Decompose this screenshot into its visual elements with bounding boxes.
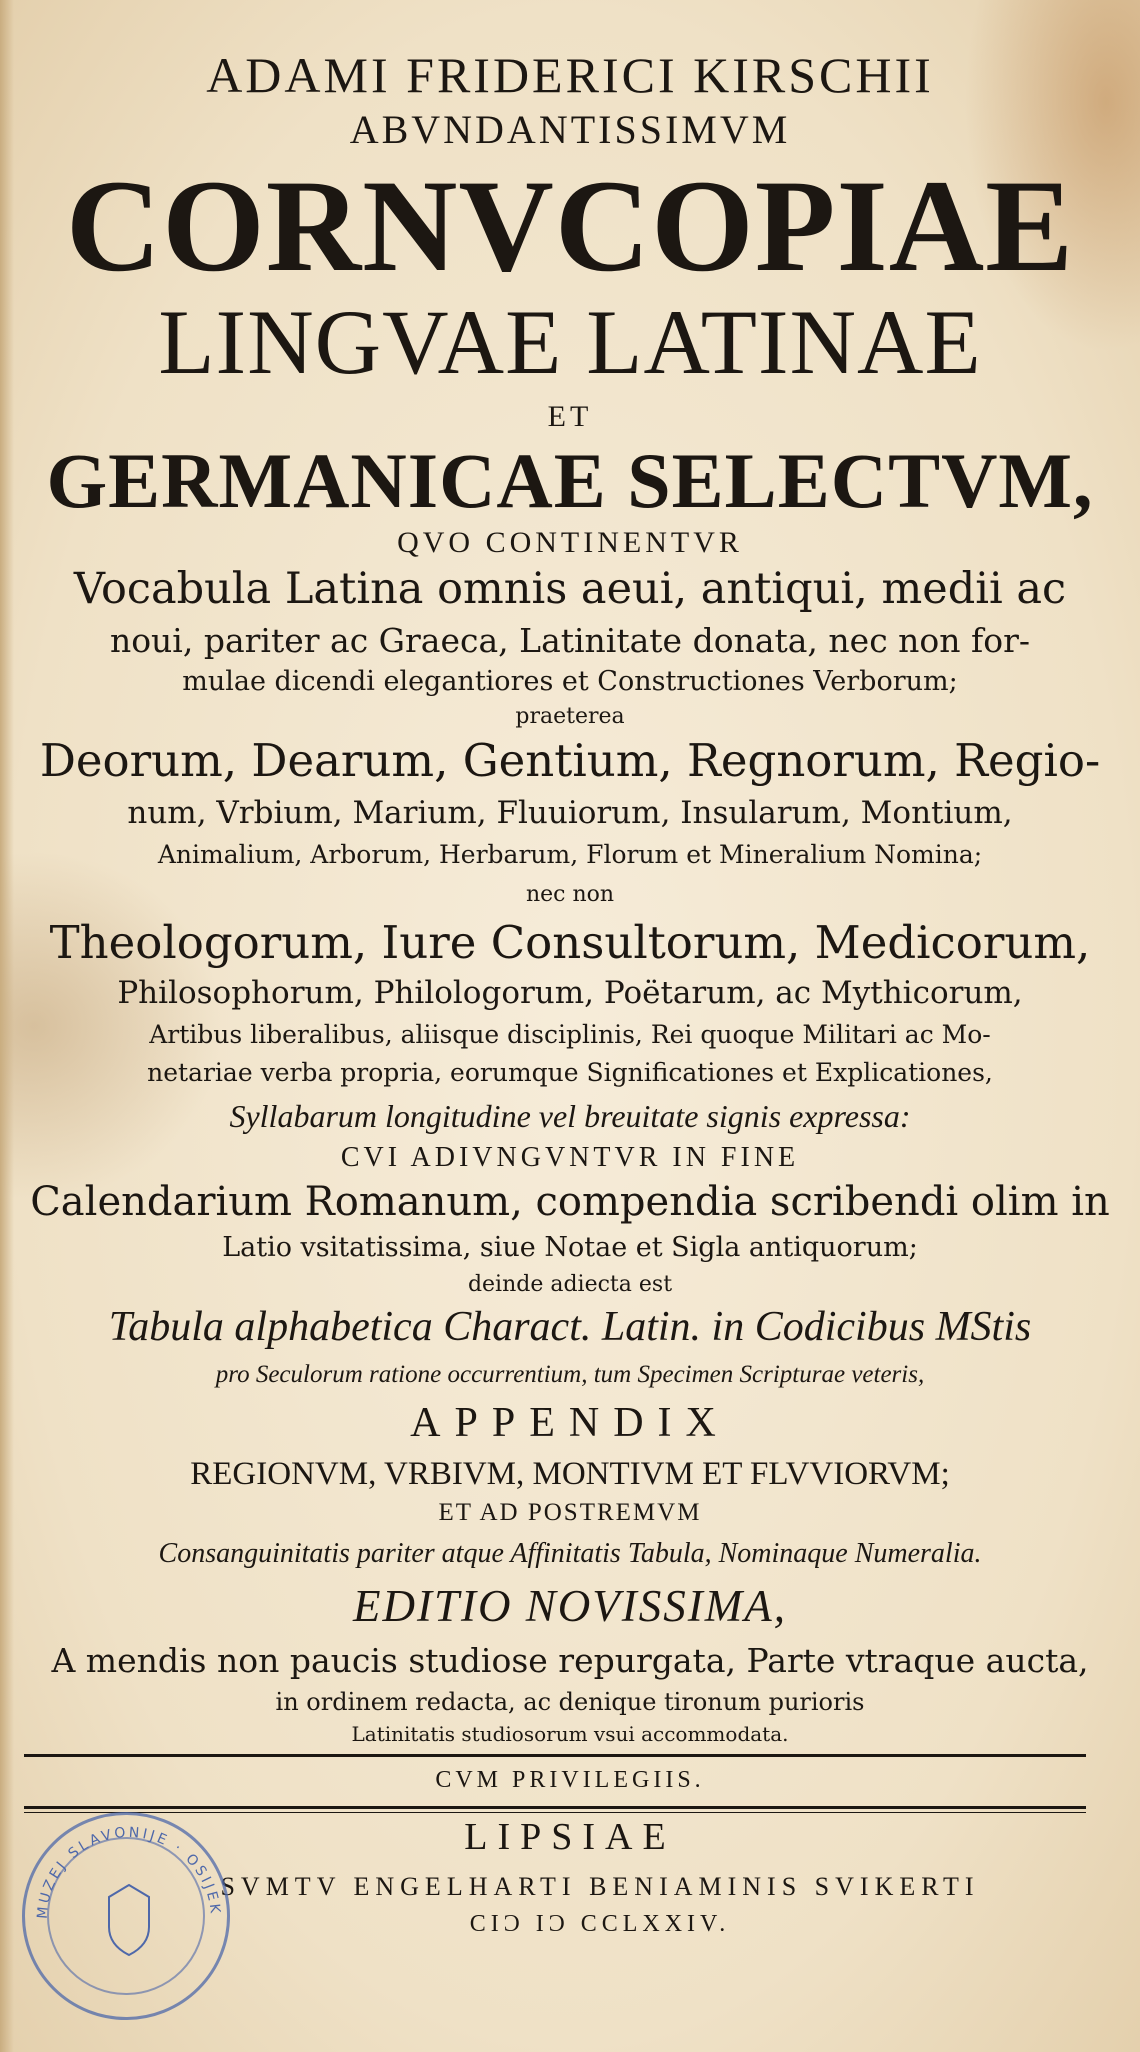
desc-line-2: noui, pariter ac Graeca, Latinitate donata, nec non for-: [109, 621, 1031, 660]
consanguinitatis-line: Consanguinitatis pariter atque Affinitatis Tabula, Nominaque Numeralia.: [158, 1538, 982, 1569]
desc-line-1: Vocabula Latina omnis aeui, antiqui, medii ac: [73, 564, 1067, 614]
cum-privilegiis: CVM PRIVILEGIIS.: [435, 1767, 705, 1793]
desc-line-8: Philosophorum, Philologorum, Poëtarum, ac Mythicorum,: [117, 975, 1023, 1011]
desc-line-10: netariae verba propria, eorumque Significationes et Explicationes,: [147, 1058, 993, 1087]
desc-line-11: Syllabarum longitudine vel breuitate signis expressa:: [229, 1098, 911, 1134]
cui-adiunguntur: CVI ADIVNGVNTVR IN FINE: [340, 1142, 800, 1173]
nec-non: nec non: [525, 882, 615, 907]
stamp-ring-text: [25, 1815, 233, 2023]
svg-text:MUZEJ SLAVONIJE · OSIJEK: [35, 1825, 223, 1920]
title-main: CORNVCOPIAE: [65, 152, 1075, 299]
appendix-line: REGIONVM, VRBIVM, MONTIVM ET FLVVIORVM;: [190, 1456, 950, 1492]
editio-novissima: EDITIO NOVISSIMA,: [353, 1581, 787, 1631]
bottom-rule-thin: [24, 1812, 1086, 1813]
stamp-text: MUZEJ SLAVONIJE · OSIJEK: [34, 1824, 224, 1920]
desc-line-6: Animalium, Arborum, Herbarum, Florum et Mineralium Nomina;: [157, 840, 983, 869]
place-lipsiae: LIPSIAE: [464, 1816, 676, 1858]
et-line: ET: [547, 400, 593, 433]
publisher-line: SVMTV ENGELHARTI BENIAMINIS SVIKERTI: [220, 1872, 980, 1901]
desc-line-15: pro Seculorum ratione occurrentium, tum Specimen Scripturae veteris,: [215, 1361, 925, 1388]
desc-line-4: Deorum, Dearum, Gentium, Regnorum, Regio-: [39, 734, 1101, 787]
year-line: CIϽ IϽ CCLXXIV.: [469, 1911, 731, 1937]
quo-continentur: QVO CONTINENTVR: [397, 526, 743, 559]
shield-icon: [109, 1885, 149, 1955]
desc-line-14: Tabula alphabetica Charact. Latin. in Codicibus MStis: [108, 1304, 1032, 1350]
praeterea: praeterea: [515, 704, 625, 729]
desc-line-9: Artibus liberalibus, aliisque disciplinis, Rei quoque Militari ac Mo-: [149, 1020, 991, 1049]
desc-line-3: mulae dicendi elegantiores et Constructiones Verborum;: [182, 666, 958, 697]
desc-line-7: Theologorum, Iure Consultorum, Medicorum,: [49, 916, 1091, 969]
epithet-line: ABVNDANTISSIMVM: [349, 107, 791, 152]
desc-line-12: Calendarium Romanum, compendia scribendi olim in: [30, 1179, 1110, 1225]
editio-line-3: Latinitatis studiosorum vsui accommodata.: [351, 1722, 789, 1746]
appendix: APPENDIX: [410, 1400, 730, 1446]
bottom-rule: [24, 1806, 1086, 1809]
title-line2: LINGVAE LATINAE: [158, 291, 982, 393]
deinde-adiecta: deinde adiecta est: [467, 1272, 673, 1297]
library-stamp: [22, 1812, 230, 2020]
editio-line-2: in ordinem redacta, ac denique tironum purioris: [275, 1688, 865, 1716]
desc-line-13: Latio vsitatissima, siue Notae et Sigla antiquorum;: [222, 1232, 918, 1263]
author-line: ADAMI FRIDERICI KIRSCHII: [206, 47, 934, 103]
editio-line-1: A mendis non paucis studiose repurgata, Parte vtraque aucta,: [51, 1641, 1089, 1680]
top-rule: [24, 1754, 1086, 1757]
desc-line-5: num, Vrbium, Marium, Fluuiorum, Insularum, Montium,: [127, 795, 1013, 831]
ad-postremum: ET AD POSTREMVM: [438, 1499, 702, 1526]
title-line3: GERMANICAE SELECTVM,: [46, 437, 1094, 524]
